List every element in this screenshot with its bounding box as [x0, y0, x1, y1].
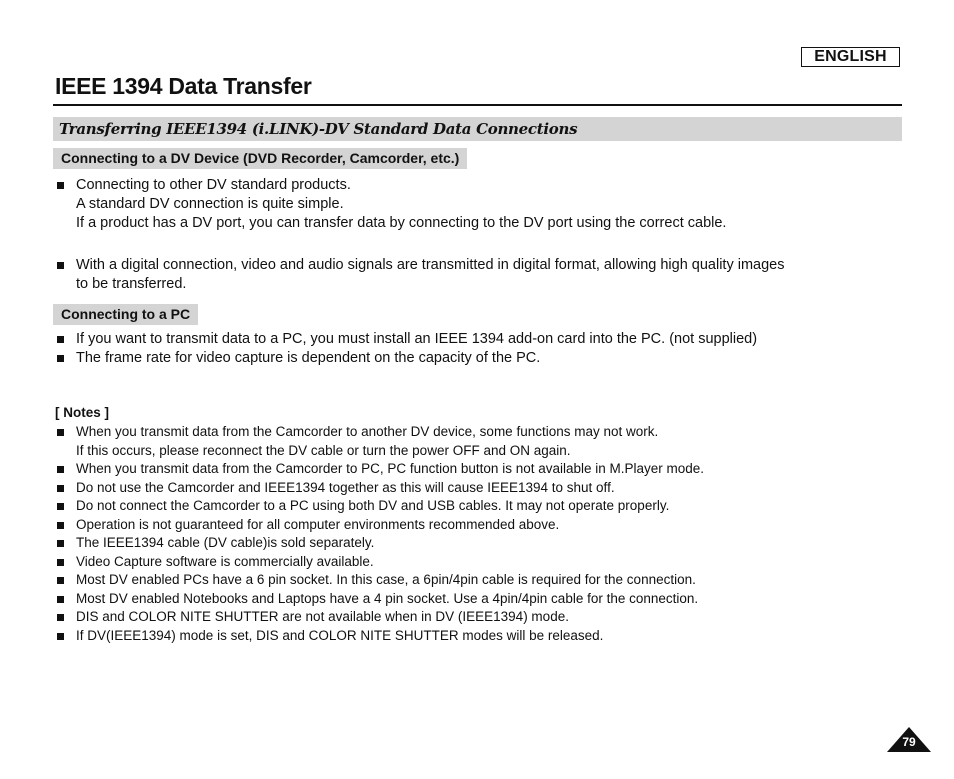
list-item [55, 479, 704, 498]
bullet-square-icon [57, 614, 64, 621]
list-item-text: Do not use the Camcorder and IEEE1394 together as this will cause IEEE1394 to shut off. [76, 479, 615, 495]
bullet-square-icon [57, 182, 64, 189]
language-badge: ENGLISH [801, 47, 900, 67]
list-item-text: to be transferred. [76, 276, 187, 292]
list-item-text: Most DV enabled Notebooks and Laptops have a 4 pin socket. Use a 4pin/4pin cable for the connection. [76, 590, 699, 606]
list-item-text: Connecting to other DV standard products. [76, 177, 351, 193]
bullet-square-icon [57, 429, 64, 436]
section-title: Transferring IEEE1394 (i.LINK)-DV Standard Data Connections [59, 120, 578, 138]
list-item-text: When you transmit data from the Camcorder to another DV device, some functions may not work. [76, 424, 659, 439]
page-number-badge [886, 725, 932, 753]
bullet-square-icon [57, 336, 64, 343]
bullet-square-icon [57, 577, 64, 584]
list-item-text: If DV(IEEE1394) mode is set, DIS and COLOR NITE SHUTTER modes will be released. [76, 627, 604, 643]
list-item-text: The frame rate for video capture is dependent on the capacity of the PC. [76, 350, 541, 366]
bullet-square-icon [57, 262, 64, 269]
bullet-square-icon [57, 503, 64, 510]
pc-heading: Connecting to a PC [53, 304, 198, 325]
notes-label: [ Notes ] [55, 405, 109, 420]
bullet-square-icon [57, 466, 64, 473]
page-number: 79 [902, 735, 916, 749]
bullet-square-icon [57, 522, 64, 529]
list-item [55, 256, 784, 294]
list-item [55, 553, 704, 572]
list-item-text: Video Capture software is commercially available. [76, 553, 374, 569]
list-item [55, 590, 704, 609]
list-item [55, 516, 704, 535]
list-item [55, 571, 704, 590]
list-item-text: DIS and COLOR NITE SHUTTER are not available when in DV (IEEE1394) mode. [76, 609, 569, 624]
list-item [55, 423, 704, 460]
list-item-text: With a digital connection, video and audio signals are transmitted in digital format, allowing high quality images [76, 257, 785, 273]
list-item [55, 330, 757, 349]
list-item-text: Operation is not guaranteed for all computer environments recommended above. [76, 516, 560, 532]
dv-device-heading: Connecting to a DV Device (DVD Recorder, Camcorder, etc.) [53, 148, 467, 169]
list-item-text: A standard DV connection is quite simple. [76, 196, 344, 212]
list-item [55, 608, 704, 627]
dv-device-bullet-list [55, 176, 784, 294]
page-title: IEEE 1394 Data Transfer [55, 73, 312, 99]
list-item-text: The IEEE1394 cable (DV cable)is sold separately. [76, 535, 375, 550]
list-item-text: If you want to transmit data to a PC, you must install an IEEE 1394 add-on card into the PC. (not supplied) [76, 331, 758, 347]
list-item-text: Do not connect the Camcorder to a PC using both DV and USB cables. It may not operate properly. [76, 498, 670, 513]
bullet-square-icon [57, 596, 64, 603]
bullet-square-icon [57, 355, 64, 362]
list-item-text: Most DV enabled PCs have a 6 pin socket. In this case, a 6pin/4pin cable is required for the connection. [76, 572, 696, 587]
bullet-square-icon [57, 633, 64, 640]
notes-list [55, 423, 704, 645]
list-item [55, 349, 757, 368]
title-divider [53, 104, 902, 106]
list-item-text: When you transmit data from the Camcorder to PC, PC function button is not available in M.Player mode. [76, 461, 705, 476]
section-header-bar [53, 117, 902, 141]
list-item-text: If this occurs, please reconnect the DV cable or turn the power OFF and ON again. [76, 442, 571, 458]
bullet-square-icon [57, 485, 64, 492]
bullet-square-icon [57, 540, 64, 547]
list-item [55, 534, 704, 553]
list-item [55, 460, 704, 479]
list-item-text: If a product has a DV port, you can transfer data by connecting to the DV port using the correct cable. [76, 215, 727, 231]
list-item [55, 176, 784, 233]
pc-bullet-list [55, 330, 757, 368]
bullet-square-icon [57, 559, 64, 566]
list-item [55, 627, 704, 646]
list-item [55, 497, 704, 516]
